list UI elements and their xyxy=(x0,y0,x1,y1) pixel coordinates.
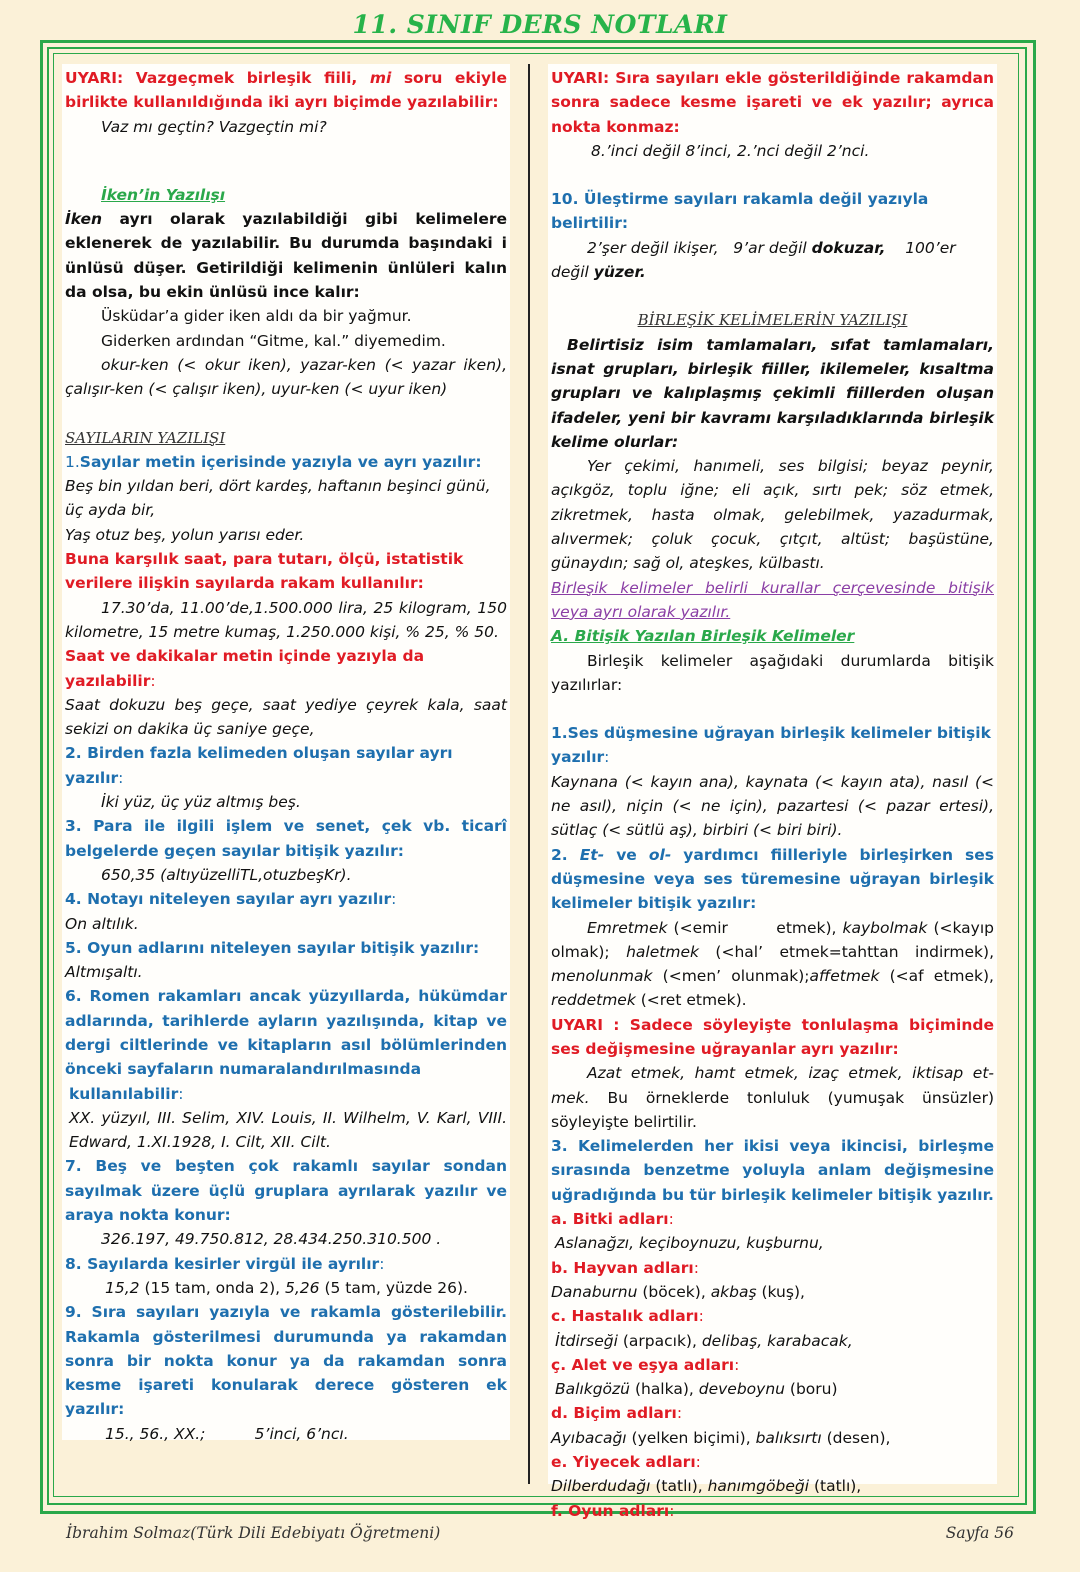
category-e-example: Ayıbacağı (yelken biçimi), balıksırtı (desen), xyxy=(551,1428,891,1447)
category-d: ç. Alet ve eşya adları: xyxy=(551,1355,740,1374)
category-d-example: Balıkgözü (halka), deveboynu (boru) xyxy=(555,1380,838,1399)
category-g: f. Oyun adları: xyxy=(551,1501,675,1520)
warning-ordinal: UYARI: Sıra sayıları ekle gösterildiğinde rakamdan sonra sadece kesme işareti ve ek yazılır; ayrıca nokta konmaz: xyxy=(551,69,994,136)
category-c-example: İtdirseği (arpacık), delibaş, karabacak, xyxy=(555,1331,853,1350)
iken-example-3: okur-ken (< okur iken), yazar-ken (< yazar iken), çalışır-ken (< çalışır iken), uyur-ken (< uyur iken) xyxy=(65,355,507,399)
rule-1-example-1: Beş bin yıldan beri, dört kardeş, haftanın beşinci günü, üç ayda bir, xyxy=(65,477,491,520)
right-column xyxy=(548,64,999,1520)
compound-words-note: Birleşik kelimeler belirli kurallar çerçevesinde bitişik veya ayrı olarak yazılır. xyxy=(551,578,994,621)
rule-1-exception: Buna karşılık saat, para tutarı, ölçü, istatistik verilere ilişkin sayılarda rakam kullanılır: xyxy=(65,550,464,593)
rule-10: 10. Üleştirme sayıları rakamla değil yazıyla belirtilir: xyxy=(551,190,929,233)
rule-2-example: İki yüz, üç yüz altmış beş. xyxy=(101,793,301,812)
warning-voicing: UYARI : Sadece söyleyişte tonlulaşma biçiminde ses değişmesine uğrayanlar ayrı yazılır: xyxy=(551,1015,994,1058)
category-f-example: Dilberdudağı (tatlı), hanımgöbeği (tatlı), xyxy=(551,1477,862,1496)
rule-1-example-2: Yaş otuz beş, yolun yarısı eder. xyxy=(65,525,305,544)
rule-1-time-example: Saat dokuzu beş geçe, saat yediye çeyrek kala, saat sekizi on dakika üç saniye geçe, xyxy=(65,695,507,739)
footer-author: İbrahim Solmaz(Türk Dili Edebiyatı Öğretmeni) xyxy=(66,1524,441,1542)
column-divider xyxy=(528,64,530,1484)
section-a-intro: Birleşik kelimeler aşağıdaki durumlarda bitişik yazılırlar: xyxy=(551,651,994,694)
iken-rule: İken ayrı olarak yazılabildiği gibi kelimelere eklenerek de yazılabilir. Bu durumda başındaki i ünlüsü düşer. Getirildiği kelimenin ünlüleri kalın da olsa, bu ekin ünlüsü ince kalır: xyxy=(65,210,507,302)
iken-example-1: Üsküdar’a gider iken aldı da bir yağmur. xyxy=(101,307,412,326)
category-a: a. Bitki adları: xyxy=(551,1210,674,1229)
compound-words-intro: Belirtisiz isim tamlamaları, sıfat tamlamaları, isnat grupları, birleşik fiiller, ikilemeler, kısaltma grupları ve kalıplaşmış çekimli fiillerden oluşan ifadeler, yeni bir kavramı karşıladıklarında birleşik kelime olurlar: xyxy=(551,335,994,451)
rule-7: 7. Beş ve beşten çok rakamlı sayılar sondan sayılmak üzere üçlü gruplara ayrılarak yazılır ve araya nokta konur: xyxy=(65,1157,507,1225)
left-column xyxy=(62,64,510,1443)
category-b-example: Danaburnu (böcek), akbaş (kuş), xyxy=(551,1282,805,1301)
rule-7-example: 326.197, 49.750.812, 28.434.250.310.500 . xyxy=(101,1230,442,1249)
rule-8-example: 15,2 (15 tam, onda 2), 5,26 (5 tam, yüzde 26). xyxy=(105,1278,468,1297)
rule-10-example: 2’şer değil ikişer, 9’ar değil dokuzar, 100’er değil yüzer. xyxy=(551,238,961,282)
compound-rule-1-end: yazılır: xyxy=(551,748,610,767)
category-f: e. Yiyecek adları: xyxy=(551,1453,701,1472)
compound-rule-1-example: Kaynana (< kayın ana), kaynata (< kayın ata), nasıl (< ne asıl), niçin (< ne için), pazartesi (< pazar ertesi), sütlaç (< sütlü aş), birbiri (< biri biri). xyxy=(551,772,994,840)
rule-2: 2. Birden fazla kelimeden oluşan sayılar ayrı yazılır: xyxy=(65,744,453,787)
example-vazgecmek: Vaz mı geçtin? Vazgeçtin mi? xyxy=(101,117,327,136)
rule-6-end: kullanılabilir: xyxy=(69,1084,184,1103)
rule-1-exception-example: 17.30’da, 11.00’de,1.500.000 lira, 25 kilogram, 150 kilometre, 15 metre kumaş, 1.250.000 kişi, % 25, % 50. xyxy=(65,598,507,641)
compound-rule-3: 3. Kelimelerden her ikisi veya ikincisi, birleşme sırasında benzetme yoluyla anlam değişmesine uğradığında bu tür birleşik kelimeler bitişik yazılır. xyxy=(551,1137,994,1204)
rule-1-time: Saat ve dakikalar metin içinde yazıyla da yazılabilir: xyxy=(65,647,425,690)
numbers-heading: SAYILARIN YAZILIŞI xyxy=(65,428,226,447)
warning-voicing-example: Azat etmek, hamt etmek, izaç etmek, iktisap et-mek. Bu örneklerde tonluluk (yumuşak ünsüzler) söyleyişte belirtilir. xyxy=(551,1064,994,1131)
compound-rule-2-example: Emretmek (<emir etmek), kaybolmak (<kayıp olmak); haletmek (<hal’ etmek=tahttan indirmek), menolunmak (<men’ olunmak);affetmek (<af etmek), reddetmek (<ret etmek). xyxy=(551,918,999,1010)
rule-6: 6. Romen rakamları ancak yüzyıllarda, hükümdar adlarında, tarihlerde ayların yazılışında, kitap ve dergi ciltlerinde ve kitapların asıl bölümlerinden önceki sayfaların numaralandırılmasında xyxy=(65,987,507,1079)
rule-4-example: On altılık. xyxy=(65,914,139,933)
compound-words-examples: Yer çekimi, hanımeli, ses bilgisi; beyaz peynir, açıkgöz, toplu iğne; eli açık, sırtı pek; söz etmek, zikretmek, hasta olmak, gelebilmek, yazadurmak, alıvermek; çoluk çocuk, çıtçıt, altüst; başüstüne, günaydın; sağ ol, ateşkes, külbastı. xyxy=(551,457,994,573)
rule-9-example: 15., 56., XX.; 5’inci, 6’ncı. xyxy=(105,1424,349,1443)
category-a-example: Aslanağzı, keçiboynuzu, kuşburnu, xyxy=(555,1234,824,1253)
compound-rule-2: 2. Et- ve ol- yardımcı fiilleriyle birleşirken ses düşmesine veya ses türemesine uğrayan birleşik kelimeler bitişik yazılır: xyxy=(551,845,994,913)
section-a-heading: A. Bitişik Yazılan Birleşik Kelimeler xyxy=(551,627,855,646)
category-e: d. Biçim adları: xyxy=(551,1404,683,1423)
rule-3-example: 650,35 (altıyüzelliTL,otuzbeşKr). xyxy=(101,865,352,884)
rule-4: 4. Notayı niteleyen sayılar ayrı yazılır: xyxy=(65,890,397,909)
rule-1: 1.Sayılar metin içerisinde yazıyla ve ayrı yazılır: xyxy=(65,452,482,471)
rule-6-example: XX. yüzyıl, III. Selim, XIV. Louis, II. Wilhelm, V. Karl, VIII. Edward, 1.XI.1928, I. Cilt, XII. Cilt. xyxy=(69,1108,507,1152)
iken-example-2: Giderken ardından “Gitme, kal.” diyemedim. xyxy=(101,331,446,350)
rule-3: 3. Para ile ilgili işlem ve senet, çek vb. ticarî belgelerde geçen sayılar bitişik yazılır: xyxy=(65,817,507,860)
rule-8: 8. Sayılarda kesirler virgül ile ayrılır: xyxy=(65,1254,385,1273)
rule-9: 9. Sıra sayıları yazıyla ve rakamla gösterilebilir. Rakamla gösterilmesi durumunda ya rakamdan sonra bir nokta konur ya da rakamdan sonra kesme işareti konularak derece gösteren ek yazılır: xyxy=(65,1303,507,1419)
rule-5-example: Altmışaltı. xyxy=(65,963,143,982)
category-b: b. Hayvan adları: xyxy=(551,1258,699,1277)
warning-vazgecmek: UYARI: Vazgeçmek birleşik fiili, mi soru ekiyle birlikte kullanıldığında iki ayrı biçimde yazılabilir: xyxy=(65,69,507,112)
category-c: c. Hastalık adları: xyxy=(551,1307,704,1326)
page-title: 11. SINIF DERS NOTLARI xyxy=(352,10,728,39)
iken-heading: İken’in Yazılışı xyxy=(101,185,226,204)
compound-words-heading: BİRLEŞİK KELİMELERİN YAZILIŞI xyxy=(637,311,908,330)
rule-5: 5. Oyun adlarını niteleyen sayılar bitişik yazılır: xyxy=(65,938,480,957)
compound-rule-1: 1.Ses düşmesine uğrayan birleşik kelimeler bitişik xyxy=(551,724,991,743)
footer-page-number: Sayfa 56 xyxy=(945,1524,1014,1542)
warning-ordinal-example: 8.’inci değil 8’inci, 2.’nci değil 2’nci. xyxy=(591,141,870,160)
